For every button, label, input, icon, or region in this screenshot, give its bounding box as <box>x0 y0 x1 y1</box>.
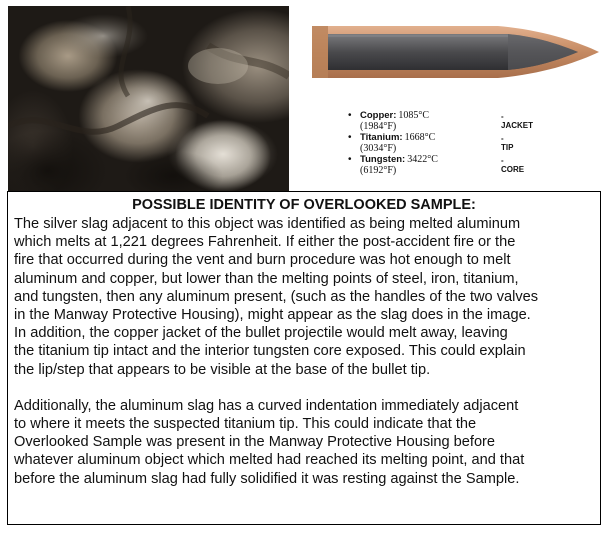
part-label: - CORE <box>501 156 525 174</box>
part-label: - JACKET <box>501 112 534 130</box>
text-line: Overlooked Sample was present in the Manway Protective Housing before <box>14 434 496 451</box>
bullet-diagram <box>293 6 603 191</box>
text-line: the titanium tip intact and the interior tungsten core exposed. This could explain <box>14 343 526 360</box>
slag-photo-texture <box>8 6 289 191</box>
text-line: to where it meets the suspected titanium tip. This could indicate that the <box>14 416 477 433</box>
slag-photo <box>8 6 289 191</box>
melting-temp: 1668°C (3034°F) <box>360 132 436 154</box>
bullet-point-icon: • <box>348 154 352 165</box>
paragraph-one <box>14 215 594 379</box>
text-line: aluminum and copper, but lower than the melting points of steel, iron, titanium, <box>14 270 519 287</box>
text-line: The silver slag adjacent to this object was identified as being melted aluminum <box>14 216 521 232</box>
paragraph-two <box>14 397 594 488</box>
text-line: fire that occurred during the vent and burn procedure was hot enough to melt <box>14 252 511 269</box>
text-line: Additionally, the aluminum slag has a curved indentation immediately adjacent <box>14 397 519 414</box>
material-name: Titanium: <box>360 132 403 143</box>
text-line: which melts at 1,221 degrees Fahrenheit. If either the post-accident fire or the <box>14 234 516 251</box>
part-label: - TIP <box>501 134 514 152</box>
bullet-illustration <box>293 6 603 96</box>
text-line: and tungsten, then any aluminum present, (such as the handles of the two valves <box>14 288 539 305</box>
jacket-base <box>312 26 328 78</box>
melting-temp: 3422°C (6192°F) <box>360 154 438 176</box>
explanation-textbox <box>7 191 601 525</box>
paragraph-gap <box>14 379 594 397</box>
melting-temp: 1085°C (1984°F) <box>360 110 430 132</box>
text-line: the lip/step that appears to be visible at the base of the bullet tip. <box>14 361 431 378</box>
text-line: before the aluminum slag had fully solidified it was resting against the Sample. <box>14 470 520 487</box>
text-line: whatever aluminum object which melted had reached its melting point, and that <box>14 452 525 469</box>
section-heading: POSSIBLE IDENTITY OF OVERLOOKED SAMPLE: <box>132 197 476 213</box>
material-name: Copper: <box>360 110 397 121</box>
bullet-point-icon: • <box>348 110 352 121</box>
material-name: Tungsten: <box>360 154 406 165</box>
text-line: In addition, the copper jacket of the bullet projectile would melt away, leaving <box>14 325 508 342</box>
bullet-point-icon: • <box>348 132 352 143</box>
text-line: in the Manway Protective Housing), might appear as the slag does in the image. <box>14 307 531 324</box>
